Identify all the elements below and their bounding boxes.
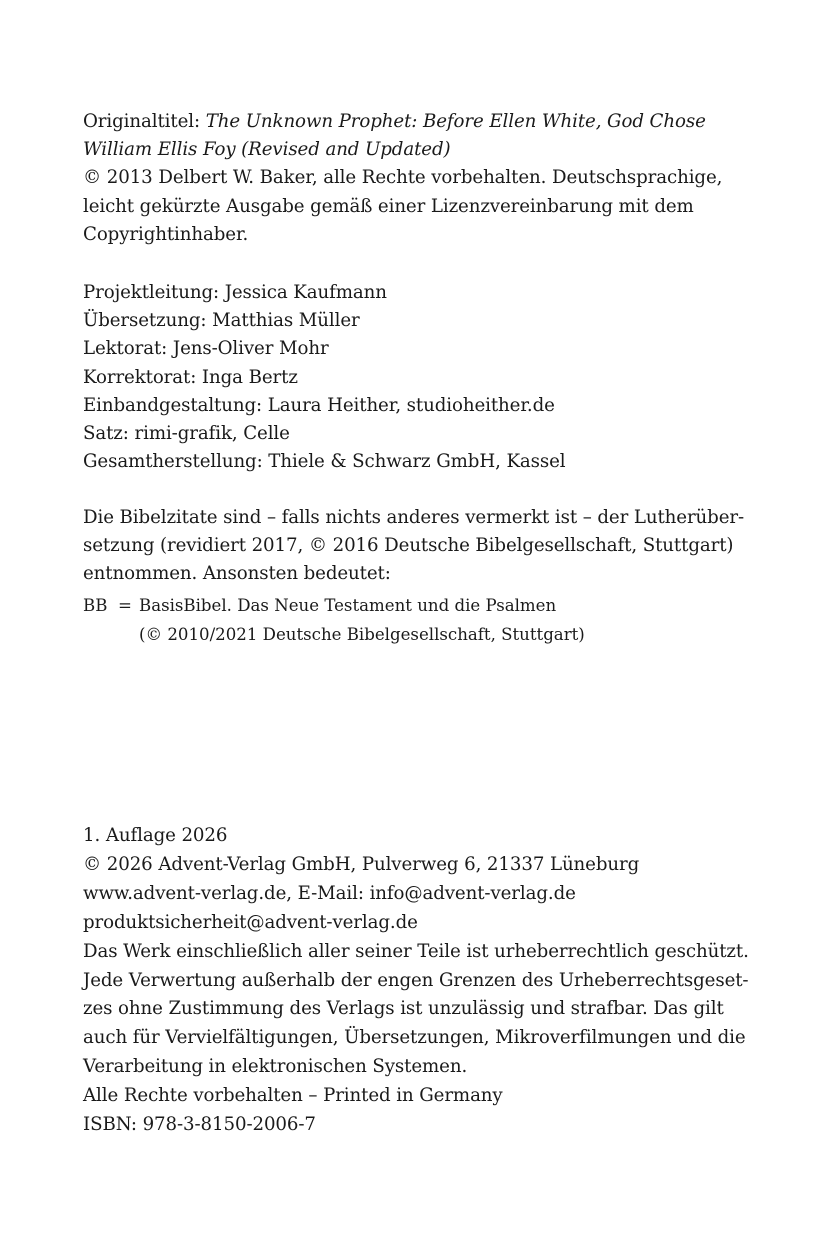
rights-line-3: zes ohne Zustimmung des Verlags ist unzulässig und strafbar. Das gilt <box>83 998 724 1020</box>
credit-translation: Übersetzung: Matthias Müller <box>83 310 360 332</box>
abbreviation-definition-line-1: BasisBibel. Das Neue Testament und die Psalmen <box>139 596 557 615</box>
bible-note-line-2: setzung (revidiert 2017, © 2016 Deutsche Bibelgesellschaft, Stuttgart) <box>83 535 734 557</box>
credit-editing: Lektorat: Jens-Oliver Mohr <box>83 338 329 360</box>
credit-typesetting: Satz: rimi-grafik, Celle <box>83 423 290 445</box>
product-safety-line: produktsicherheit@advent-verlag.de <box>83 911 418 933</box>
credit-production: Gesamtherstellung: Thiele & Schwarz GmbH, Kassel <box>83 451 566 473</box>
credit-cover-design: Einbandgestaltung: Laura Heither, studioheither.de <box>83 394 555 416</box>
isbn-line: ISBN: 978-3-8150-2006-7 <box>83 1114 316 1136</box>
rights-line-1: Das Werk einschließlich aller seiner Teile ist urheberrechtlich geschützt. <box>83 940 749 962</box>
web-contact-line: www.advent-verlag.de, E-Mail: info@advent-verlag.de <box>83 882 576 904</box>
abbreviation-key: BB <box>83 596 108 615</box>
bible-note-line-3: entnommen. Ansonsten bedeutet: <box>83 563 391 585</box>
credit-project-lead: Projektleitung: Jessica Kaufmann <box>83 282 387 303</box>
abbreviation-definition-line-2: (© 2010/2021 Deutsche Bibelgesellschaft, Stuttgart) <box>139 624 585 644</box>
printed-line: Alle Rechte vorbehalten – Printed in Germany <box>83 1085 503 1107</box>
rights-line-4: auch für Vervielfältigungen, Übersetzungen, Mikroverfilmungen und die <box>83 1027 746 1049</box>
original-title-line-2 <box>83 136 722 164</box>
rights-line-2: Jede Verwertung außerhalb der engen Grenzen des Urheberrechtsgeset- <box>83 969 749 991</box>
edition-line: 1. Auflage 2026 <box>83 825 228 846</box>
bible-note-line-1: Die Bibelzitate sind – falls nichts anderes vermerkt ist – der Lutherüber- <box>83 507 745 528</box>
abbreviation-definition <box>139 592 585 649</box>
original-title-text: The Unknown Prophet: Before Ellen White, God Chose <box>205 111 706 132</box>
copyright-line-3: Copyrightinhaber. <box>83 223 249 245</box>
credits-block <box>83 279 566 476</box>
original-title-line-1 <box>83 108 722 136</box>
original-title-label: Originaltitel: <box>83 111 206 132</box>
credit-proofreading: Korrektorat: Inga Bertz <box>83 366 298 388</box>
rights-line-5: Verarbeitung in elektronischen Systemen. <box>83 1056 468 1078</box>
copyright-line-1: © 2013 Delbert W. Baker, alle Rechte vorbehalten. Deutschsprachige, <box>83 167 723 189</box>
original-title-block <box>83 108 722 249</box>
copyright-line-2: leicht gekürzte Ausgabe gemäß einer Lizenzvereinbarung mit dem <box>83 195 694 217</box>
bible-note-block <box>83 504 744 589</box>
abbreviation-equals: = <box>118 596 132 615</box>
publisher-imprint-block <box>83 822 749 1140</box>
original-title-text-cont: William Ellis Foy (Revised and Updated) <box>83 139 451 161</box>
publisher-line: © 2026 Advent-Verlag GmbH, Pulverweg 6, 21337 Lüneburg <box>83 853 640 875</box>
